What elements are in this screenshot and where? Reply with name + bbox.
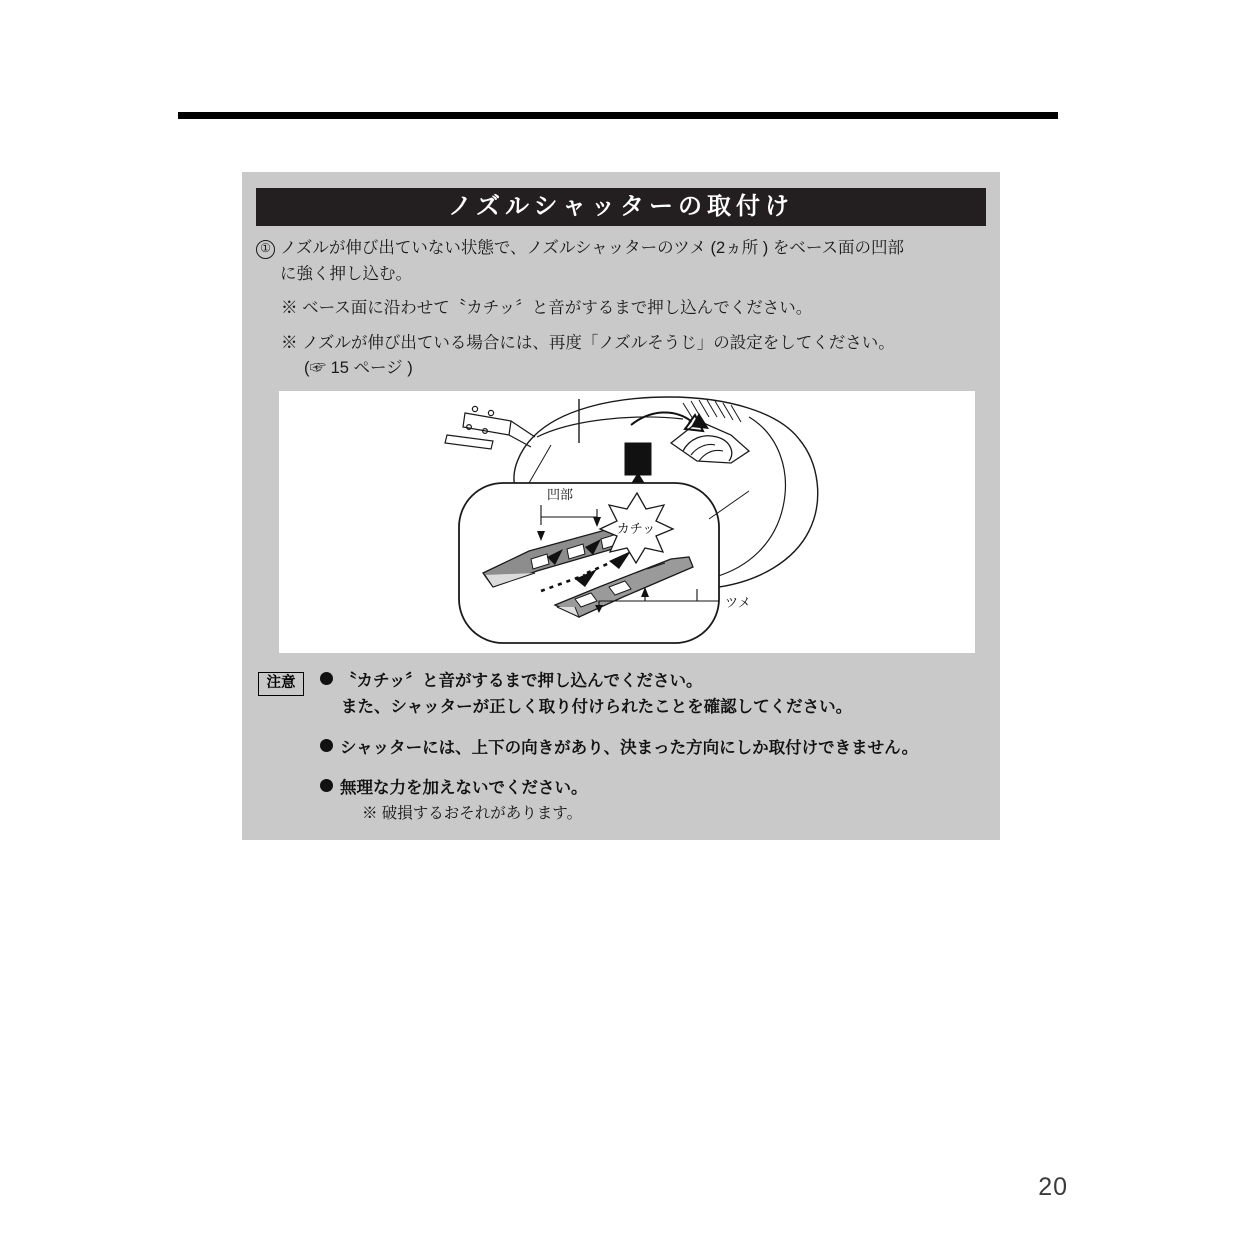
caution-badge: 注意 — [258, 672, 304, 696]
caution-item-2-text: シャッターには、上下の向きがあり、決まった方向にしか取付けできません。 — [340, 738, 919, 757]
caution-item-3-text: 無理な力を加えないでください。 — [340, 779, 588, 798]
bullet-icon — [320, 739, 333, 752]
caution-item-1-line2: また、シャッターが正しく取り付けられたことを確認してください。 — [341, 698, 853, 717]
header-rule — [178, 112, 1058, 119]
caution-list — [320, 668, 980, 826]
bullet-icon — [320, 672, 333, 685]
step1-line2: に強く押し込む。 — [280, 264, 412, 283]
step1-note1: ※ ベース面に沿わせて〝カチッ〞と音がするまで押し込んでください。 — [281, 299, 813, 318]
step1-note2: ※ ノズルが伸び出ている場合には、再度「ノズルそうじ」の設定をしてください。 — [281, 333, 895, 352]
step1-note2-continuation: (☞ 15 ページ ) — [304, 359, 413, 378]
caution-item-1-line1: 〝カチッ〞と音がするまで押し込んでください。 — [340, 672, 703, 690]
step1-line1 — [256, 236, 988, 262]
instruction-block — [256, 236, 988, 382]
caution-item-3 — [320, 775, 980, 801]
step1-line1-text: ノズルが伸び出ていない状態で、ノズルシャッターのツメ (2ヵ所 ) をベース面の凹部 — [280, 239, 905, 257]
illustration-nozzle-shutter — [279, 391, 975, 653]
caution-item-3-note: ※ 破損するおそれがあります。 — [362, 804, 583, 822]
page-number: 20 — [1038, 1173, 1068, 1201]
illus-label-click-text: カチッ — [616, 521, 656, 536]
illus-label-claw: ツメ — [725, 595, 751, 610]
caution-item-1 — [320, 668, 980, 694]
bullet-icon — [320, 779, 333, 792]
caution-item-2 — [320, 735, 980, 761]
step-number-marker: ① — [256, 240, 275, 259]
illus-label-recess: 凹部 — [547, 487, 574, 502]
section-title: ノズルシャッターの取付け — [256, 188, 986, 226]
